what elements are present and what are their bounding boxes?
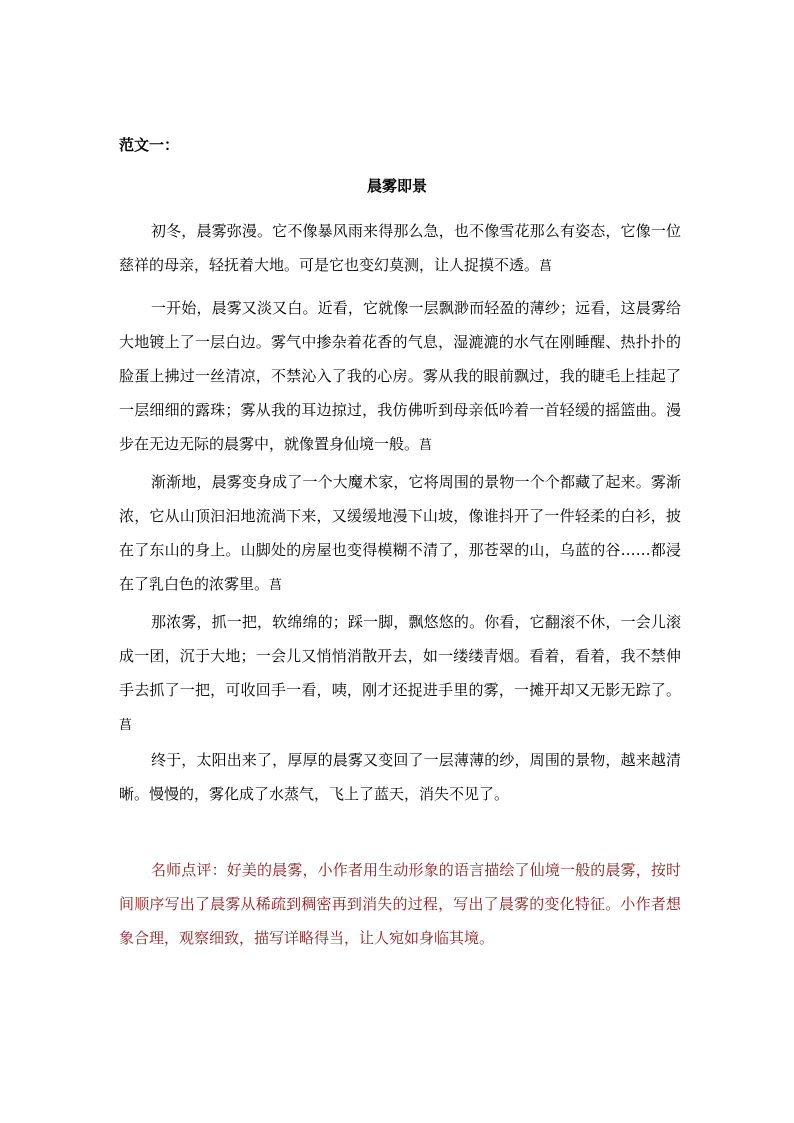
paragraph-end-mark: 菖 <box>419 438 433 453</box>
paragraph-text: 渐渐地，晨雾变身成了一个大魔术家，它将周围的景物一个个都藏了起来。雾渐浓，它从山顶汩汩地流淌下来，又缓缓地漫下山坡，像谁抖开了一件轻柔的白衫，披在了东山的身上。山脚处的房屋也变得模糊不清了，那苍翠的山，乌蓝的谷……都浸在了乳白色的浓雾里。 <box>119 473 681 593</box>
paragraph-3 <box>119 465 681 603</box>
paragraph-end-mark: 菖 <box>269 578 283 593</box>
paragraph-end-mark: 菖 <box>119 718 133 733</box>
paragraph-4 <box>119 605 681 743</box>
paragraph-text: 终于，太阳出来了，厚厚的晨雾又变回了一层薄薄的纱，周围的景物，越来越清晰。慢慢的，雾化成了水蒸气，飞上了蓝天，消失不见了。 <box>119 751 681 803</box>
paragraph-5 <box>119 743 681 811</box>
paragraph-text: 初冬，晨雾弥漫。它不像暴风雨来得那么急，也不像雪花那么有姿态，它像一位慈祥的母亲，轻抚着大地。可是它也变幻莫测，让人捉摸不透。 <box>119 222 681 274</box>
paragraph-1 <box>119 214 681 284</box>
teacher-comment: 名师点评：好美的晨雾，小作者用生动形象的语言描绘了仙境一般的晨雾，按时间顺序写出了晨雾从稀疏到稠密再到消失的过程，写出了晨雾的变化特征。小作者想象合理，观察细致，描写详略得当，让人宛如身临其境。 <box>119 861 681 947</box>
essay-label: 范文一： <box>119 136 180 154</box>
paragraph-end-mark: 菖 <box>539 259 553 274</box>
paragraph-2 <box>119 291 681 463</box>
paragraph-text: 那浓雾，抓一把，软绵绵的；踩一脚，飘悠悠的。你看，它翻滚不休，一会儿滚成一团，沉于大地；一会儿又悄悄消散开去，如一缕缕青烟。看着，看着，我不禁伸手去抓了一把，可收回手一看，咦，刚才还捉进手里的雾，一摊开却又无影无踪了。 <box>119 613 681 699</box>
essay-title: 晨雾即景 <box>366 177 427 195</box>
paragraph-text: 一开始，晨雾又淡又白。近看，它就像一层飘渺而轻盈的薄纱；远看，这晨雾给大地镀上了一层白边。雾气中掺杂着花香的气息，湿漉漉的水气在刚睡醒、热扑扑的脸蛋上拂过一丝清凉，不禁沁入了我的心房。雾从我的眼前飘过，我的睫毛上挂起了一层细细的露珠；雾从我的耳边掠过，我仿佛听到母亲低吟着一首轻缓的摇篮曲。漫步在无边无际的晨雾中，就像置身仙境一般。 <box>119 299 681 453</box>
